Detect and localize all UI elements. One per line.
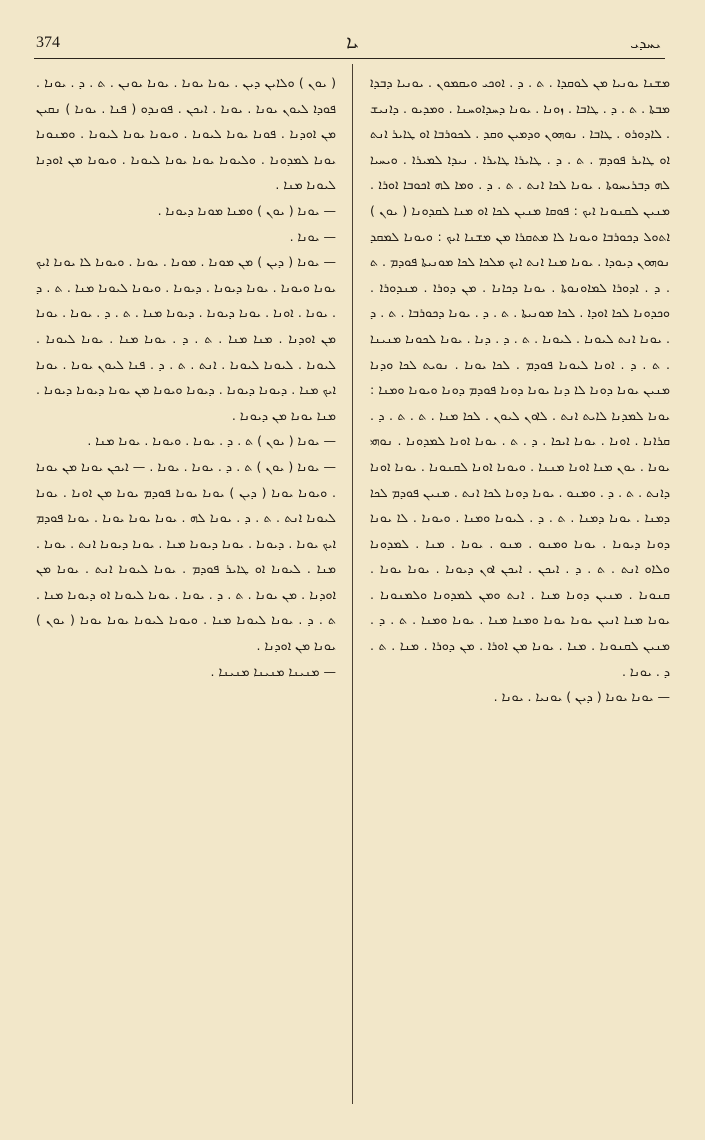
header-rule	[34, 58, 665, 59]
page-number: 374	[36, 34, 60, 51]
dictionary-entry: ܡܫܢܐ ܝܘܢܝܐ ܡܢ ܠܘܩܕܐ . ܬ . ܕ . ܐܘܟܝ ܘܝܩܡܘܢ . ܝܘܢܝܐ ܕܒܕܐ ܡܒܬܐ . ܬ . ܕ . ܛܐܒܐ . ܙܘܢܐ . ܝܘܢܐ ܕܚܕܐܘܚܢܐ . ܘܡܕܝܘ . ܕܐܢܝܫ . ܠܐܕܘܪܘ . ܛܐܒܐ . ܢܘܗܘܢ ܘܕܡܝܢ ܘܩܕ . ܠܟܘܪܒܐ ܐܘ ܛܐܝܪ ܐܢܬ ܐܘ ܛܐܝܪ ܦܘܕܡ . ܬ . ܕ . ܛܐܝܪܐ ܛܐܝܪܐ . ܢܝܕܐ ܠܡܝܪܐ . ܘܝܚܝܐ ܠܗ ܕܒܪܝܚܘܬܐ . ܝܘܢܐ ܠܟܐ ܐܢܬ . ܬ . ܕ . ܘܡܐ ܠܗ ܐܟܘܒܐ ܐܘܪܐ . ܡܢܝܢ ܠܩܢܘܢܐ ܐܝܟ : ܦܘܩܐ ܡܢܝܢ ܠܟܐ ܐܘ ܡܢܐ ܠܩܕܘܢܐ ( ܝܘܢ ) ܐܬܘܠ ܕܟܘܪܒܐ ܘܝܘܢܐ ܠܐ ܡܬܩܪܐ ܡܢ ܡܫܢܐ ܐܝܟ : ܘܝܘܢܐ ܠܡܩܕ ܢܘܗܘܢ ܕܝܘܕܐ . ܝܘܢܐ ܡܢܐ ܐܢܬ ܐܝܟ ܡܠܟܐ ܠܟܐ ܡܘܢܝܬܐ ܦܘܕܡ . ܬ . ܕ . ܐܕܘܪܐ ܠܡܐܘܢܘܬܐ . ܝܘܢܐ ܕܟܐܢܐ . ܡܢ ܕܘܪܐ . ܡܢܕܘܪܐ . ܘܟܕܘܢܐ ܠܟܐ ܐܘܕܐ . ܠܟܐ ܡܘܢܝܬܐ . ܬ . ܕ . ܝܘܢܐ ܕܟܘܪܒܐ . ܬ . ܕ . ܝܘܢܐ ܐܢܬ ܠܝܘܢܐ . ܠܝܘܢܐ . ܬ . ܕ . ܕܢܐ . ܝܘܢܐ ܠܟܘܢܐ ܡܢܝܢܐ . ܬ . ܕ . ܐܘܢܐ ܠܝܘܢܐ ܦܘܕܡ . ܠܟܐ ܝܘܢܐ . ܢܘܝܬ ܠܟܐ ܘܕܢܐ ܡܢܝܢ ܝܘܢܐ ܕܘܢܐ ܠܐ ܕܢܐ ܝܘܢܐ ܕܘܢܐ ܦܘܕܡ ܕܘܢܐ ܘܝܘܢܐ ܘܡܢܐ : ܝܘܢܐ ܠܡܕܢܐ ܠܐܝܬ ܐܢܬ . ܠܐܘܢ ܠܝܘܢ . ܠܟܐ ܡܢܐ . ܬ . ܬ . ܕ . ܩܪܐܢܐ . ܐܘܢܐ . ܝܘܢܐ ܐܝܟܐ . ܕ . ܬ . ܝܘܢܐ ܐܘܢܐ ܠܡܕܘܢܐ . ܢܘܗܝ ܝܘܢܐ . ܝܘܢ ܡܢܐ ܐܘܢܐ ܡܢܢܐ . ܘܝܘܢܐ ܐܘܢܐ ܠܩܢܘܢܐ . ܝܘܢܐ ܐܘܢܐ ܕܐܢܬ . ܬ . ܕ . ܘܡܢܘ . ܝܘܢܐ ܕܘܢܐ ܠܟܐ ܐܢܬ . ܡܢܝܢ ܦܘܕܡ ܠܟܐ ܕܡܢܐ . ܝܘܢܐ ܕܡܢܐ . ܬ . ܕ . ܠܝܘܢܐ ܘܡܢܐ . ܘܝܘܢܐ . ܠܐ ܝܘܢܐ ܕܘܢܐ ܕܝܘܢܐ . ܝܘܢܐ ܘܡܢܘ . ܡܢܘ . ܝܘܢܐ . ܡܢܐ . ܠܡܕܘܢܐ ܘܠܐܘ ܐܢܬ . ܬ . ܕ . ܐܝܟܢ . ܐܝܟܢ ܐܘܢ ܕܝܘܢܐ . ܝܘܢܐ ܝܘܢܐ . ܩܢܘܢܐ . ܡܢܝܢ ܕܘܢܐ ܡܢܐ . ܐܢܬ ܘܡܢ ܠܡܕܘܢܐ ܘܠܡܢܘܢܐ . ܝܘܢܐ ܡܢܐ ܐܢܝܢ ܝܘܢܐ ܝܘܢܐ ܘܡܢܐ ܡܢܐ . ܝܘܢܐ ܘܡܢܐ . ܬ . ܕ . ܡܢܝܢ ܠܩܢܘܢܐ . ܡܢܐ . ܝܘܢܐ ܡܢ ܐܘܪܐ . ܡܢ ܕܘܪܐ . ܡܢܐ . ܬ . ܕ . ܝܘܢܐ .	[370, 75, 670, 679]
page-header	[0, 0, 705, 64]
dictionary-entry: — ܡܢܝܢܐ ܡܢܝܢܐ ܡܢܝܢܐ .	[210, 663, 336, 679]
dictionary-entry: — ܝܘܢܐ ( ܝܘܢ ) ܬ . ܕ . ܝܘܢܐ . ܝܘܢܐ . — ܐܝܟܢ ܝܘܢܐ ܡܢ ܝܘܢܐ . ܘܝܘܢܐ ܝܘܢܐ ( ܕܝܢ ) ܝܘܢܐ ܝܘܢܐ ܦܘܕܡ ܝܘܢܐ ܡܢ ܐܘܢܐ . ܝܘܢܐ ܠܝܘܢܐ ܐܢܬ . ܬ . ܕ . ܝܘܢܐ ܠܗ . ܝܘܢܐ ܝܘܢܐ ܝܘܢܐ . ܝܘܢܐ ܦܘܕܡ ܐܝܟ ܝܘܢܐ . ܕܝܘܢܐ . ܝܘܢܐ ܕܝܘܢܐ ܡܢܐ . ܝܘܢܐ ܕܝܘܢܐ ܐܢܬ . ܝܘܢܐ . ܡܢܐ . ܠܝܘܢܐ ܐܘ ܛܐܝܪ ܦܘܕܡ . ܝܘܢܐ ܠܝܘܢܐ ܐܢܬ . ܝܘܢܐ ܡܢ ܐܘܕܢܐ . ܡܢ ܝܘܢܐ . ܬ . ܕ . ܝܘܢܐ . ܝܘܢܐ ܠܝܘܢܐ ܐܘ ܕܝܘܢܐ ܡܢܐ . ܬ . ܕ . ܝܘܢܐ ܠܝܘܢܐ ܡܢܐ . ܘܝܘܢܐ ܠܝܘܢܐ ܝܘܢܐ ܝܘܢܐ ( ܝܘܢ ) ܝܘܢܐ ܡܢ ܐܘܕܢܐ .	[36, 458, 336, 654]
column-divider	[352, 64, 353, 1104]
dictionary-entry: — ܝܘܢܐ ( ܝܘܢ ) ܬ . ܕ . ܝܘܢܐ . ܘܝܘܢܐ . ܝܘܢܐ ܡܢܐ .	[87, 433, 336, 449]
dictionary-entry: — ܝܘܢܐ ( ܝܘܢ ) ܘܡܢܐ ܡܘܢܐ ܕܝܘܢܐ .	[157, 202, 336, 218]
running-head-right: ܝܚܕܝ	[630, 34, 661, 52]
dictionary-entry: — ܝܘܢܐ ܝܘܢܐ ( ܕܝܢ ) ܝܘܢܝܐ . ܝܘܢܐ .	[493, 689, 670, 705]
dictionary-entry: ( ܝܘܢ ) ܘܠܐܝܢ ܕܝܢ . ܝܘܢܐ ܝܘܢܐ . ܝܘܢܐ ܝܘܢܢ . ܬ . ܕ . ܝܘܢܐ . ܦܘܕܐ ܠܝܘܢ ܝܘܢܐ . ܝܘܢܐ . ܐܝܟܢ . ܦܘܢܕܘ ( ܦܢܐ . ܝܘܢܐ ) ܢܩܝܢ ܡܢ ܐܘܕܢܐ . ܦܘܢܐ ܝܘܢܐ ܠܝܘܢܐ . ܘܝܘܢܐ ܝܘܢܐ ܠܝܘܢܐ . ܘܡܢܘܢܐ ܝܘܢܐ ܠܡܕܘܢܐ . ܘܠܝܘܢܐ ܝܘܢܐ ܝܘܢܐ ܠܝܘܢܐ . ܘܝܘܢܐ ܡܢ ܐܘܕܢܐ ܠܝܘܢܐ ܡܢܐ .	[36, 75, 336, 193]
right-column	[370, 70, 670, 1100]
left-column	[36, 70, 336, 1100]
running-head: ܝܐ	[346, 32, 359, 53]
dictionary-entry: — ܝܘܢܐ ( ܕܝܢ ) ܡܢ ܡܘܢܐ . ܡܘܢܐ . ܝܘܢܐ . ܘܝܘܢܐ ܠܐ ܝܘܢܐ ܐܝܟ ܝܘܢܐ ܘܝܘܢܐ . ܝܘܢܐ ܕܝܘܢܐ . ܕܝܘܢܐ . ܘܝܘܢܐ ܠܝܘܢܐ ܡܢܐ . ܬ . ܕ . ܝܘܢܐ . ܐܘܢܐ . ܝܘܢܐ ܕܝܘܢܐ . ܕܝܘܢܐ ܡܢܐ . ܬ . ܕ . ܝܘܢܐ . ܝܘܢܐ ܡܢ ܐܘܕܢܐ . ܡܢܐ ܡܢܐ . ܬ . ܕ . ܝܘܢܐ ܡܢܐ . ܝܘܢܐ ܠܝܘܢܐ . ܠܝܘܢܐ . ܠܝܘܢܐ ܠܝܘܢܐ . ܐܢܬ . ܬ . ܕ . ܦܢܐ ܠܝܘܢ ܝܘܢܐ . ܝܘܢܐ ܐܝܟ ܡܢܐ . ܕܝܘܢܐ ܕܝܘܢܐ . ܕܝܘܢܐ ܘܝܘܢܐ ܡܢ ܝܘܢܐ ܕܝܘܢܐ ܕܝܘܢܐ . ܡܢܐ ܝܘܢܐ ܡܢ ܕܝܘܢܐ .	[36, 254, 336, 423]
dictionary-entry: — ܝܘܢܐ .	[289, 228, 336, 244]
